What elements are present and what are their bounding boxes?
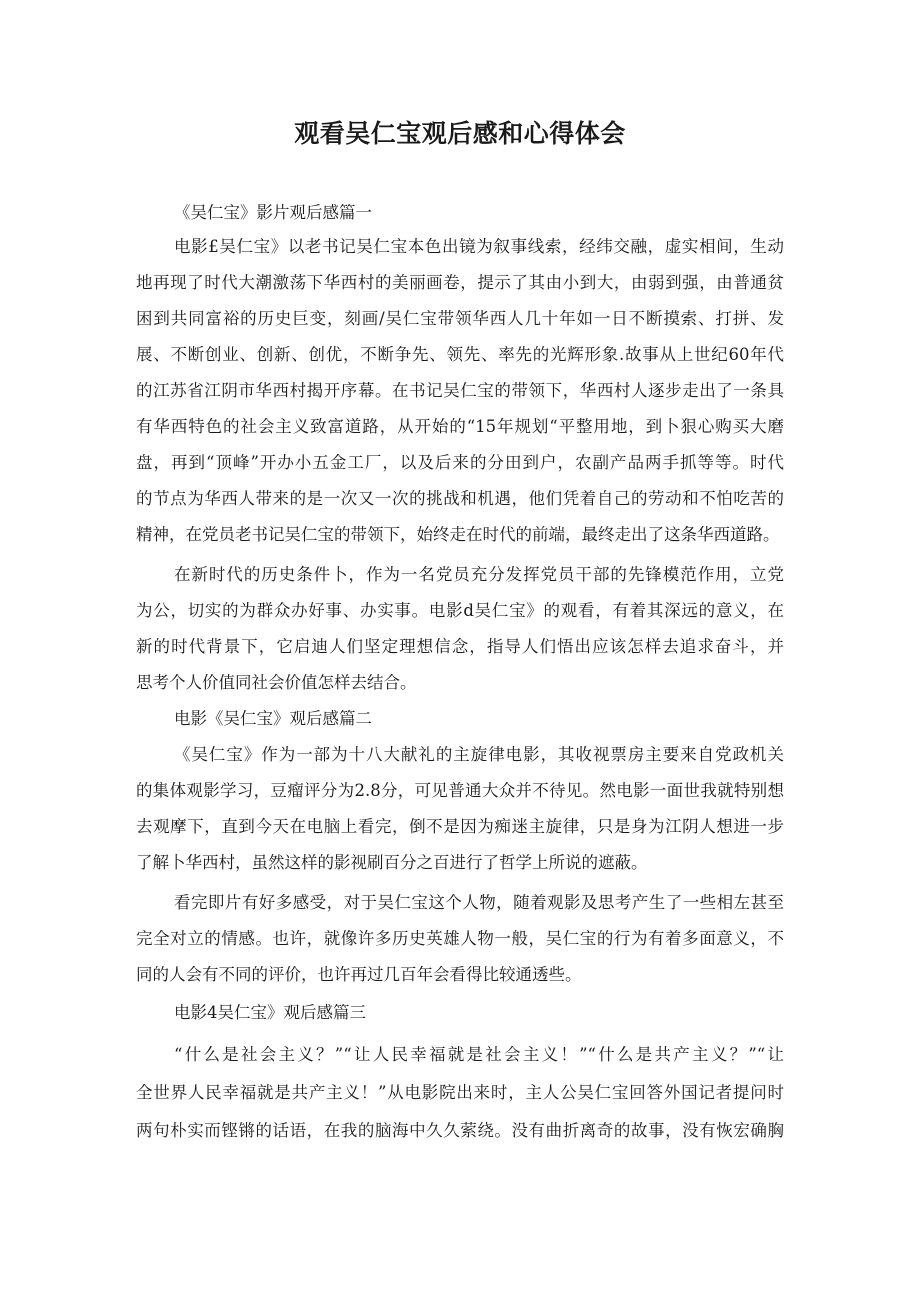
paragraph-line: “什么是社会主义？”“让人民幸福就是社会主义！”“什么是共产主义？”“让 <box>174 1045 784 1064</box>
paragraph-line: 看完即片有好多感受，对于吴仁宝这个人物，随着观影及思考产生了一些相左甚至 <box>174 893 784 912</box>
paragraph-line: 电影£吴仁宝》以老书记吴仁宝本色出镜为叙事线索，经纬交融，虚实相间，生动 <box>174 237 784 256</box>
paragraph-line: 的江苏省江阴市华西村揭开序幕。在书记吴仁宝的带领下，华西村人逐步走出了一条具 <box>136 381 784 400</box>
paragraph-line: 困到共同富裕的历史巨变，刻画/吴仁宝带领华西人几十年如一日不断摸索、打拼、发 <box>136 309 784 328</box>
paragraph-line: 的集体观影学习，豆瘤评分为2.8分，可见普通大众并不待见。然电影一面世我就特别想 <box>136 781 784 800</box>
paragraph-line: 全世界人民幸福就是共产主义！”从电影院出来时，主人公吴仁宝回答外国记者提问时 <box>136 1083 784 1102</box>
paragraph-line: 同的人会有不同的评价，也许再过几百年会看得比较通透些。 <box>136 965 582 984</box>
paragraph-line: 思考个人价值同社会价值怎样去结合。 <box>136 673 417 692</box>
paragraph-line: 展、不断创业、创新、创优，不断争先、领先、率先的光辉形象.故事从上世纪60年代 <box>136 345 784 364</box>
paragraph-line: 了解卜华西村，虽然这样的影视刷百分之百进行了哲学上所说的遮蔽。 <box>136 853 648 872</box>
paragraph-line: 为公，切实的为群众办好事、办实事。电影d吴仁宝》的观看，有着其深远的意义，在 <box>136 601 784 620</box>
paragraph-line: 精神，在党员老书记吴仁宝的带领下，始终走在时代的前端，最终走出了这条华西道路。 <box>136 525 780 544</box>
section-heading: 《吴仁宝》影片观后感篇一 <box>174 203 372 222</box>
paragraph-line: 在新时代的历史条件卜，作为一名党员充分发挥党员干部的先锋模范作用，立党 <box>174 565 784 584</box>
paragraph-line: 两句朴实而铿锵的话语，在我的脑海中久久萦绕。没有曲折离奇的故事，没有恢宏确胸 <box>136 1121 784 1140</box>
paragraph-line: 《吴仁宝》作为一部为十八大献礼的主旋律电影，其收视票房主要来自党政机关 <box>174 745 784 764</box>
paragraph-line: 的节点为华西人带来的是一次又一次的挑战和机遇，他们凭着自己的劳动和不怕吃苦的 <box>136 489 784 508</box>
document-title: 观看吴仁宝观后感和心得体会 <box>294 119 626 148</box>
section-heading: 电影《吴仁宝》观后感篇二 <box>174 709 372 728</box>
paragraph-line: 新的时代背景下，它启迪人们坚定理想信念，指导人们悟出应该怎样去追求奋斗，并 <box>136 637 784 656</box>
section-heading: 电影4吴仁宝》观后感篇三 <box>174 1003 366 1022</box>
paragraph-line: 地再现了时代大潮激荡下华西村的美丽画卷，提示了其由小到大，由弱到强，由普通贫 <box>136 273 784 292</box>
paragraph-line: 完全对立的情感。也许，就像许多历史英雄人物一般，吴仁宝的行为有着多面意义，不 <box>136 929 784 948</box>
paragraph-line: 去观摩下，直到今天在电脑上看完，倒不是因为痴迷主旋律，只是身为江阴人想进一步 <box>136 817 784 836</box>
paragraph-line: 盘，再到“顶峰”开办小五金工厂，以及后来的分田到户，农副产品两手抓等等。时代 <box>136 453 784 472</box>
paragraph-line: 有华西特色的社会主义致富道路，从开始的“15年规划“平整用地，到卜狠心购买大磨 <box>136 417 784 436</box>
